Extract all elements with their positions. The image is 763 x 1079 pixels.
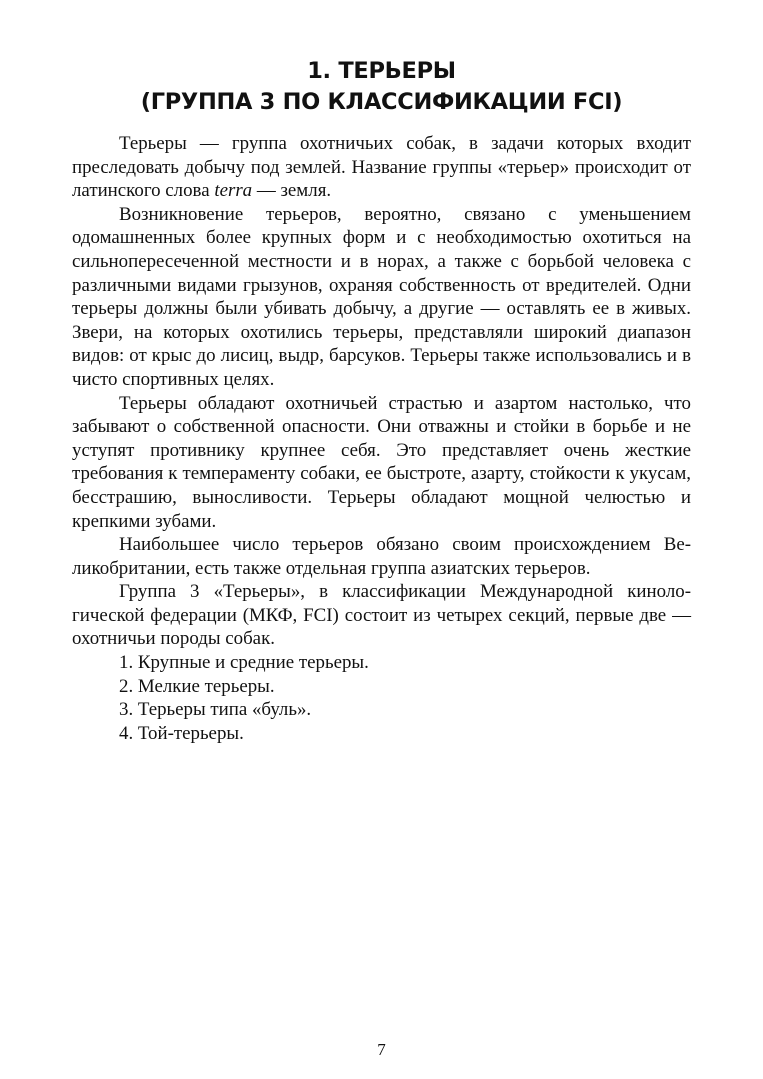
list-item: 1. Крупные и средние терьеры. <box>119 652 369 674</box>
body-text <box>72 132 691 745</box>
paragraph-origin: Возникновение терьеров, вероятно, связано с уменьшением одомашненных более крупных форм и с необходимостью охотиться на сильнопересеченной местности и в норах, а также с борьбой человека с различными видами грызунов, охраняя собственность от вредителей. Одни терьеры должны были убивать добычу, а другие — оставлять ее в живых. Звери, на которых охотились терьеры, представляли широкий диапазон видов: от крыс до лисиц, выдр, барсуков. Терьеры также использовались и в чисто спортивных целях. <box>72 203 691 390</box>
paragraph-intro-text: Терьеры — группа охотничьих собак, в задачи которых входит преследовать добычу под землей. Название группы «терьер» происходит от латинского слова <box>72 133 691 202</box>
chapter-title: 1. ТЕРЬЕРЫ <box>307 58 456 84</box>
list-item: 4. Той-терьеры. <box>119 722 244 744</box>
chapter-heading <box>0 56 763 118</box>
paragraph-intro-tail: — земля. <box>252 180 332 202</box>
list-item: 2. Мелкие терьеры. <box>119 675 275 697</box>
page-number: 7 <box>377 1040 386 1059</box>
paragraph-britain: Наибольшее число терьеров обязано своим происхождением Великобритании, есть также отдельная группа азиатских терьеров. <box>72 534 691 579</box>
latin-term: terra <box>214 180 253 202</box>
paragraph-temperament: Терьеры обладают охотничьей страстью и азартом настолько, что забывают о собственной опасности. Они отважны и стойки в борьбе и не уступят противнику крупнее себя. Это представляет очень жесткие требования к темпераменту собаки, ее быстроте, азарту, стойкости к укусам, бесстрашию, выносливости. Терьеры обладают мощной челюстью и крепкими зубами. <box>72 392 691 532</box>
list-item: 3. Терьеры типа «буль». <box>119 699 312 721</box>
paragraph-intro <box>72 132 691 203</box>
paragraph-classification: Группа 3 «Терьеры», в классификации Международной кинологической федерации (МКФ, FCI) состоит из четырех секций, первые две — охотничьи породы собак. <box>72 581 691 650</box>
chapter-subtitle: (ГРУППА 3 ПО КЛАССИФИКАЦИИ FCI) <box>140 89 623 115</box>
